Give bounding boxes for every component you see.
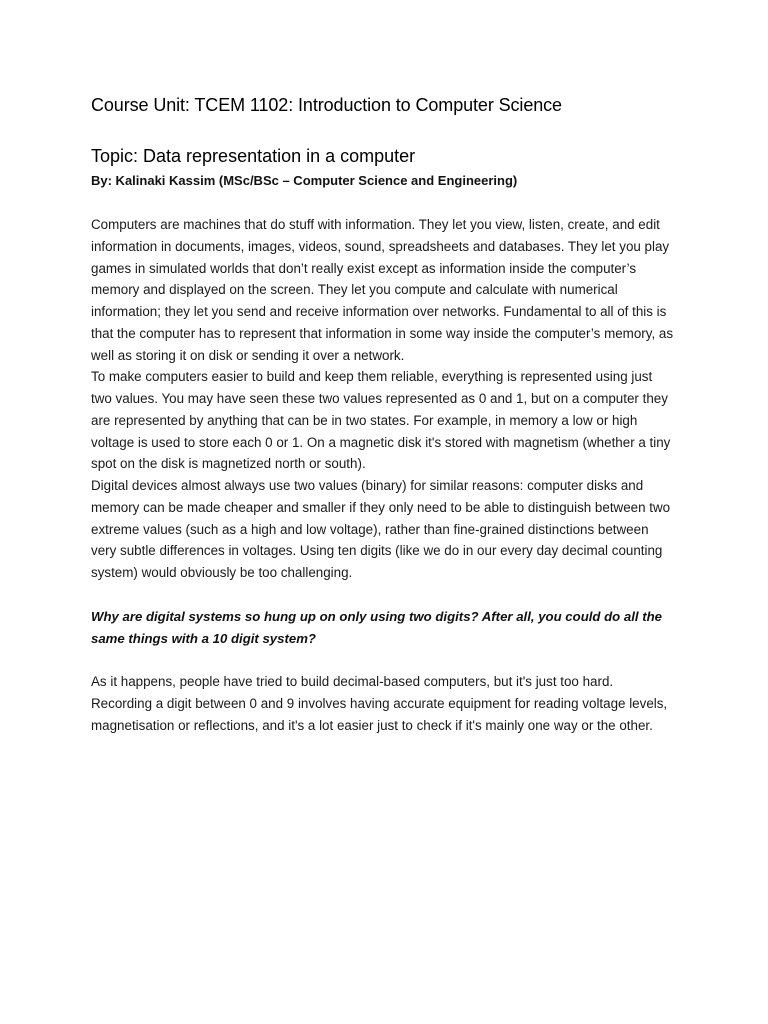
topic-title: Topic: Data representation in a computer [91, 146, 416, 166]
paragraph-two-values: To make computers easier to build and keep them reliable, everything is represented using just two values. You may have seen these two values represented as 0 and 1, but on a computer they are represented by anything that can be in two states. For example, in memory a low or high voltage is used to store each 0 or 1. On a magnetic disk it's stored with magnetism (whether a tiny spot on the disk is magnetized north or south). [91, 369, 671, 472]
answer-paragraph: As it happens, people have tried to build decimal-based computers, but it's just too hard. Recording a digit between 0 and 9 involves having accurate equipment for reading voltage levels, magnetisation or reflections, and it's a lot easier just to check if it's mainly one way or the other. [91, 674, 668, 733]
document-content [91, 92, 675, 737]
course-title: Course Unit: TCEM 1102: Introduction to Computer Science [91, 95, 562, 115]
paragraph-digital-devices: Digital devices almost always use two values (binary) for similar reasons: computer disks and memory can be made cheaper and smaller if they only need to be able to distinguish between two extreme values (such as a high and low voltage), rather than fine-grained distinctions between very subtle differences in voltages. Using ten digits (like we do in our every day decimal counting system) would obviously be too challenging. [91, 478, 671, 580]
question-paragraph: Why are digital systems so hung up on only using two digits? After all, you could do all the same things with a 10 digit system? [91, 608, 663, 646]
author-line: By: Kalinaki Kassim (MSc/BSc – Computer Science and Engineering) [91, 173, 518, 188]
paragraph-intro: Computers are machines that do stuff with information. They let you view, listen, create, and edit information in documents, images, videos, sound, spreadsheets and databases. They let you play games in simulated worlds that don’t really exist except as information inside the computer’s memory and displayed on the screen. They let you compute and calculate with numerical information; they let you send and receive information over networks. Fundamental to all of this is that the computer has to represent that information in some way inside the computer’s memory, as well as storing it on disk or sending it over a network. [91, 217, 674, 363]
